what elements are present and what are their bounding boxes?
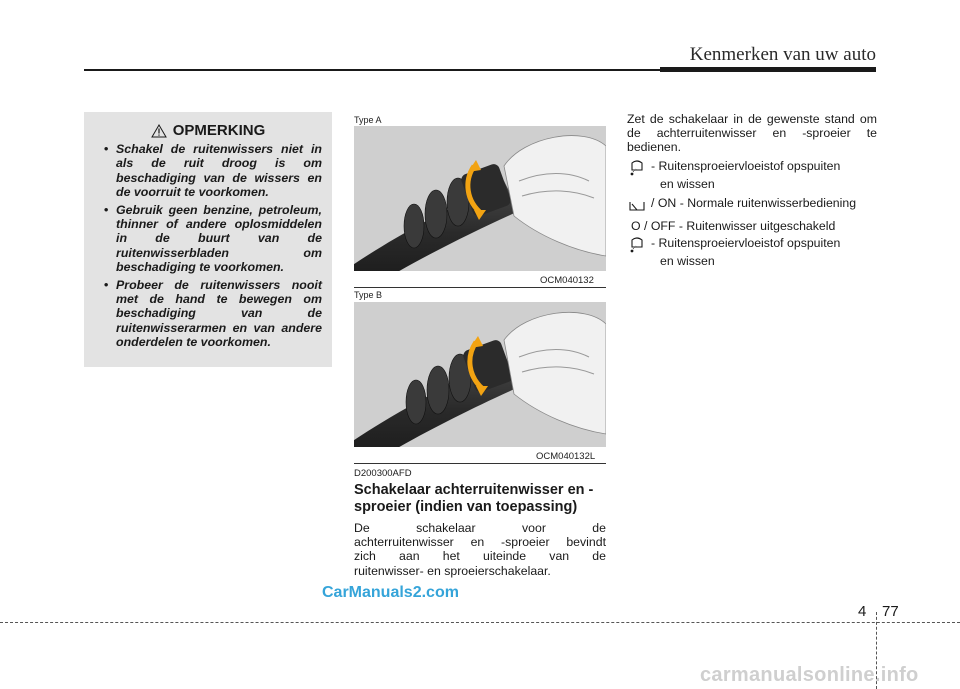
header-rule-accent xyxy=(660,67,876,72)
body-line: ruitenwisser- en sproeierschakelaar. xyxy=(354,563,551,578)
instructions xyxy=(627,112,877,268)
body-line: zich aan het uiteinde van de xyxy=(354,549,606,564)
note-box xyxy=(84,112,332,367)
washer-spray-icon xyxy=(627,159,647,179)
figure-b-illustration xyxy=(354,302,606,447)
function-text: - Ruitensproeiervloeistof opspuiten xyxy=(651,158,841,173)
watermark-text: carmanualsonline.info xyxy=(700,664,919,686)
function-text: O / OFF - Ruitenwisser uitgeschakeld xyxy=(631,218,836,233)
figure-divider xyxy=(354,463,606,464)
note-item: • Schakel de ruitenwissers niet in als de ruit droog is om beschadiging van de wissers en de voorruit te voorkomen. xyxy=(94,142,322,200)
warning-triangle-icon xyxy=(151,124,167,138)
figure-divider xyxy=(354,287,606,288)
function-row xyxy=(627,236,877,256)
header-section-title: Kenmerken van uw auto xyxy=(689,44,876,65)
figure-a-type-label: Type A xyxy=(354,115,382,125)
body-line: De schakelaar voor de xyxy=(354,521,606,535)
note-title: OPMERKING xyxy=(172,122,266,139)
washer-spray-icon xyxy=(627,236,647,256)
function-continuation: en wissen xyxy=(660,254,715,269)
function-continuation: en wissen xyxy=(660,176,715,191)
footer-rule xyxy=(0,622,960,623)
rear-wiper-icon xyxy=(627,196,647,216)
note-heading xyxy=(94,122,322,139)
figure-a-illustration xyxy=(354,126,606,271)
chapter-number: 4 xyxy=(858,603,867,620)
note-item: • Probeer de ruitenwissers nooit met de hand te bewegen om beschadiging van de ruitenwisserarmen en van andere onderdelen te voorkomen. xyxy=(94,278,322,350)
section-title: Schakelaar achterruitenwisser en -sproeier (indien van toepassing) xyxy=(354,482,594,515)
function-row xyxy=(627,159,877,179)
figure-b-type-label: Type B xyxy=(354,290,383,300)
note-list xyxy=(94,142,322,350)
instructions-intro: Zet de schakelaar in de gewenste stand om de achterruitenwisser en -sproeier te bedienen. xyxy=(627,112,877,155)
figure-b-code: OCM040132L xyxy=(536,451,596,462)
function-text: - Ruitensproeiervloeistof opspuiten xyxy=(651,236,841,251)
section-id: D200300AFD xyxy=(354,468,412,479)
page-number-separator xyxy=(876,612,877,689)
watermark-link[interactable]: CarManuals2.com xyxy=(322,584,459,601)
body-line: achterruitenwisser en -sproeier bevindt xyxy=(354,535,606,550)
note-item: • Gebruik geen benzine, petroleum, thinner of andere oplosmiddelen in de buurt van de ruitenwisserbladen om beschadiging te voorkomen. xyxy=(94,203,322,275)
section-body xyxy=(354,521,606,578)
page-number: 77 xyxy=(882,603,899,620)
function-row xyxy=(627,196,877,216)
function-text: / ON - Normale ruitenwisserbediening xyxy=(651,195,857,210)
figure-a-code: OCM040132 xyxy=(540,275,594,286)
function-row xyxy=(627,219,877,233)
